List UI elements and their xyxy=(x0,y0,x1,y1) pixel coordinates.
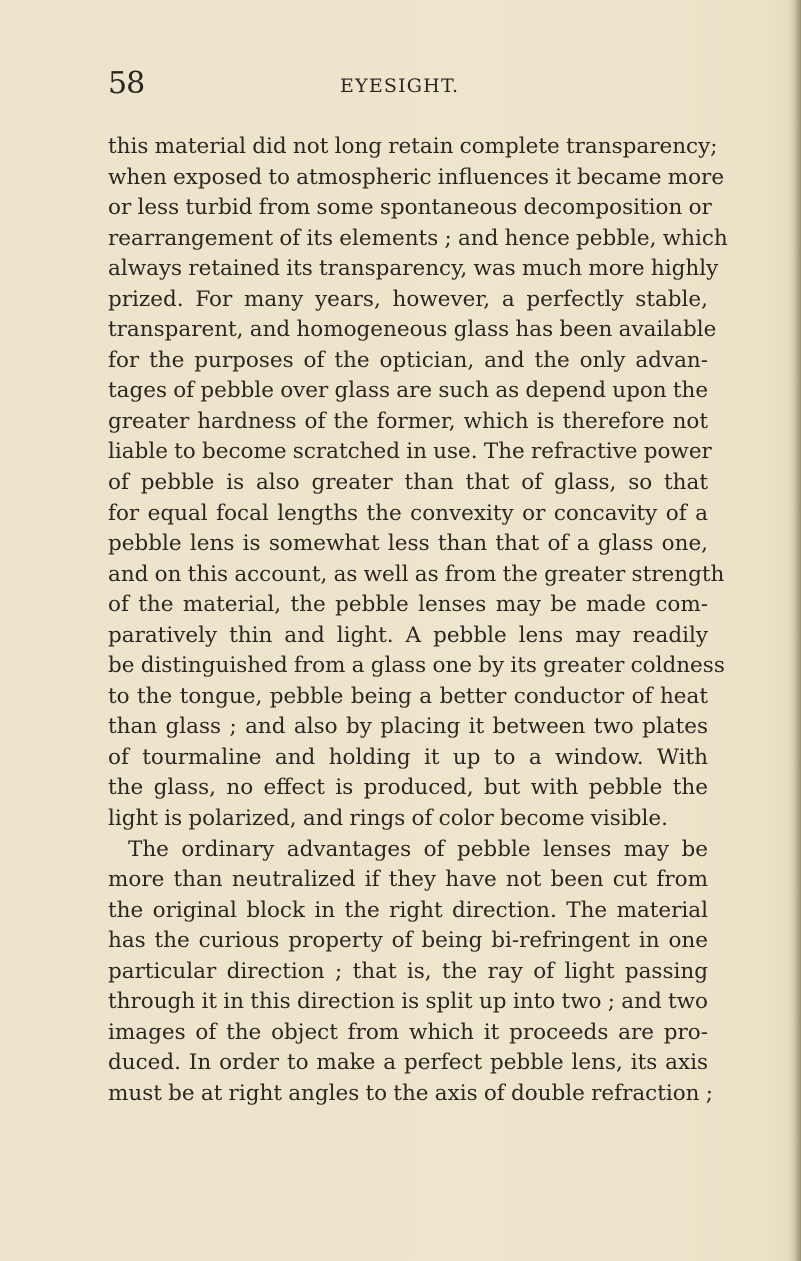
text-line: liable to become scratched in use. The refractive power xyxy=(108,439,712,465)
text-line: rearrangement of its elements ; and hence pebble, which xyxy=(108,225,728,251)
text-line: always retained its transparency, was much more highly xyxy=(108,256,719,282)
text-line: for equal focal lengths the convexity or concavity of a xyxy=(108,500,708,526)
page-header xyxy=(108,64,708,104)
text-line: the original block in the right direction. The material xyxy=(108,897,708,923)
text-line: and on this account, as well as from the greater strength xyxy=(108,561,725,587)
text-line: be distinguished from a glass one by its greater coldness xyxy=(108,653,725,679)
text-line: of the material, the pebble lenses may be made com- xyxy=(108,592,708,618)
body-text xyxy=(108,132,728,1110)
text-line: has the curious property of being bi-refringent in one xyxy=(108,928,708,954)
text-line: light is polarized, and rings of color become visible. xyxy=(108,806,668,832)
text-line: The ordinary advantages of pebble lenses may be xyxy=(128,836,708,862)
text-line: pebble lens is somewhat less than that of a glass one, xyxy=(108,531,708,557)
text-line: to the tongue, pebble being a better conductor of heat xyxy=(108,683,708,709)
text-line: of tourmaline and holding it up to a window. With xyxy=(108,744,708,770)
text-line: the glass, no effect is produced, but with pebble the xyxy=(108,775,708,801)
text-line: or less turbid from some spontaneous decomposition or xyxy=(108,195,712,221)
text-line: prized. For many years, however, a perfectly stable, xyxy=(108,286,708,312)
text-line: for the purposes of the optician, and the only advan- xyxy=(108,347,708,373)
text-line: paratively thin and light. A pebble lens may readily xyxy=(108,622,708,648)
text-line: transparent, and homogeneous glass has been available xyxy=(108,317,717,343)
text-line: more than neutralized if they have not been cut from xyxy=(108,867,708,893)
text-line: greater hardness of the former, which is therefore not xyxy=(108,408,708,434)
text-line: this material did not long retain complete transparency; xyxy=(108,134,718,159)
text-line: through it in this direction is split up into two ; and two xyxy=(108,989,708,1015)
page-number: 58 xyxy=(108,66,145,101)
text-line: must be at right angles to the axis of double refraction ; xyxy=(108,1080,714,1106)
text-line: particular direction ; that is, the ray of light passing xyxy=(108,958,708,984)
text-line: duced. In order to make a perfect pebble lens, its axis xyxy=(108,1050,708,1076)
text-line: images of the object from which it proceeds are pro- xyxy=(108,1019,708,1045)
text-line: when exposed to atmospheric influences it became more xyxy=(108,164,725,190)
text-line: than glass ; and also by placing it between two plates xyxy=(108,714,708,740)
running-head: EYESIGHT. xyxy=(340,75,460,97)
text-line: tages of pebble over glass are such as depend upon the xyxy=(108,378,709,404)
page-edge-shadow xyxy=(787,0,801,1261)
text-line: of pebble is also greater than that of glass, so that xyxy=(108,470,708,496)
